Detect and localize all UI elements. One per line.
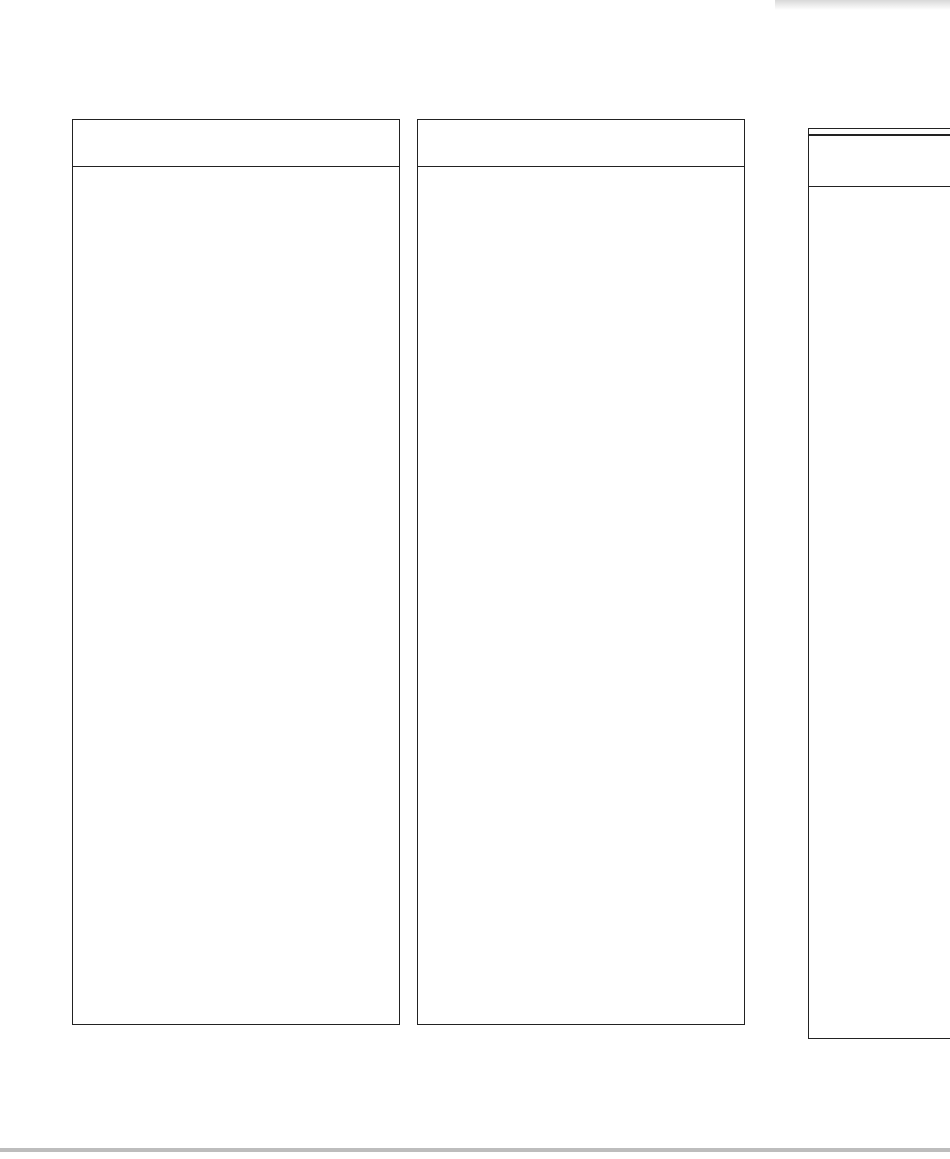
page-edge-shadow xyxy=(775,0,950,10)
table-header xyxy=(418,120,744,167)
page-edge-bottom xyxy=(0,1148,950,1152)
parts-table-main-unit-2 xyxy=(417,119,745,1025)
parts-table-vx-unit xyxy=(808,128,950,1039)
table-header xyxy=(809,135,950,187)
table-body xyxy=(73,167,399,178)
parts-table-main-unit-1 xyxy=(72,119,400,1025)
table-header xyxy=(73,120,399,167)
table-body xyxy=(418,167,744,178)
